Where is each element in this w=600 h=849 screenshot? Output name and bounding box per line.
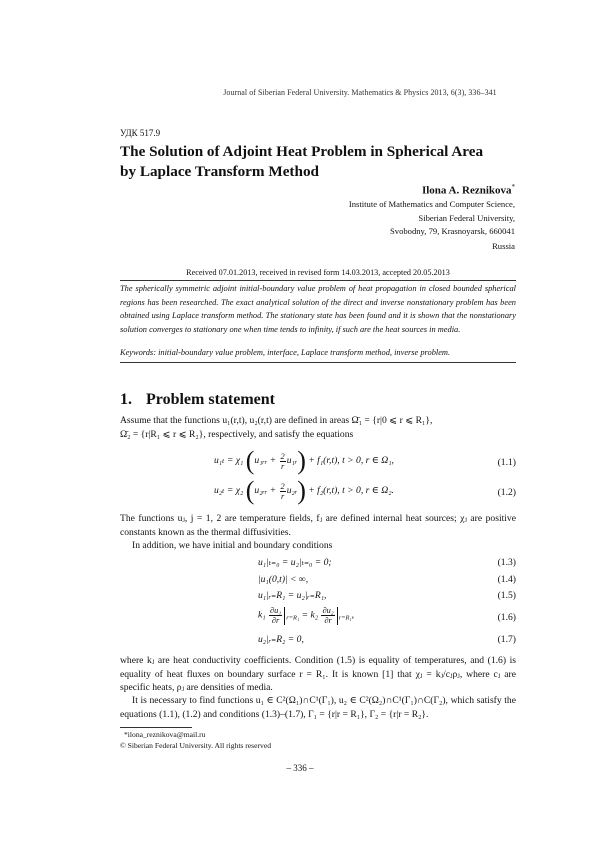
footnote-email: *ilona_reznikova@mail.ru — [124, 730, 206, 739]
author-name-text: Ilona A. Reznikova — [421, 184, 512, 197]
abstract-bottom-rule — [120, 362, 516, 363]
abstract: The spherically symmetric adjoint initial-boundary value problem of heat propagation in closed bounded spherical regions has been researched. The exact analytical solution of the direct and inverse nonstationary problem has been obtained using Laplace transform method. The stationary state has been found and it is shown that the nonstationary solution converges to stationary one when time tends to infinity, if such are the heat sources in media. — [120, 284, 516, 334]
denominator: ∂r — [271, 616, 280, 625]
keywords: Keywords: initial-boundary value problem, interface, Laplace transform method, inverse problem. — [120, 348, 451, 357]
paragraph: The functions uⱼ, j = 1, 2 are temperature fields, fⱼ are defined internal heat sources; χⱼ are positive constants known as the thermal diffusivities. — [120, 513, 516, 538]
section-number: 1. — [120, 391, 132, 408]
equation-1-1 — [214, 446, 394, 476]
eval-subscript: r=R₁ — [286, 614, 300, 622]
eq6-mid: = k₂ — [301, 609, 319, 621]
equation-number: (1.5) — [497, 590, 516, 601]
equation-1-2 — [214, 476, 394, 506]
fraction — [280, 482, 286, 501]
section-title: Problem statement — [146, 391, 275, 408]
affiliation-line: Svobodny, 79, Krasnoyarsk, 660041 — [390, 226, 515, 236]
denominator: r — [281, 491, 285, 501]
eval-subscript: r=R₁ — [338, 614, 352, 622]
eq2-rhs: + f₂(r,t), t > 0, r ∈ Ω₂. — [308, 485, 394, 497]
fraction — [280, 452, 286, 471]
numerator: 2 — [280, 481, 285, 491]
eq2-lhs: u₂ₜ = χ₂ — [214, 485, 244, 497]
fraction — [321, 606, 334, 625]
equation-number: (1.3) — [497, 557, 516, 568]
journal-header: Journal of Siberian Federal University. Mathematics & Physics 2013, 6(3), 336–341 — [223, 88, 497, 97]
paragraph: where kⱼ are heat conductivity coefficients. Condition (1.5) is equality of temperatures, and (1.6) is equality of heat fluxes on boundary surface r = R₁. It is known [1] that χⱼ = kⱼ/cⱼρⱼ, where cⱼ are specific heats, ρⱼ are densities of media. — [120, 655, 516, 693]
equation-number: (1.7) — [497, 634, 516, 645]
affiliation-line: Institute of Mathematics and Computer Science, — [348, 199, 515, 209]
affiliation-line: Russia — [492, 241, 515, 251]
equation-number: (1.2) — [497, 487, 516, 498]
author-name — [422, 183, 515, 197]
footnote-rule — [120, 727, 192, 728]
equation-1-7: u₂|ᵣ₌R₂ = 0, — [258, 634, 304, 645]
numerator: ∂u₁ — [270, 606, 282, 615]
title-line-1: The Solution of Adjoint Heat Problem in Spherical Area — [120, 143, 484, 160]
right-paren: ) — [297, 446, 306, 475]
fraction — [269, 606, 282, 625]
equation-number: (1.1) — [497, 457, 516, 468]
left-paren: ( — [245, 446, 255, 475]
eq6-k1: k₁ — [258, 609, 266, 621]
section-heading — [120, 391, 275, 409]
evaluation-bar — [337, 607, 338, 625]
affiliation-line: Siberian Federal University, — [418, 212, 515, 223]
denominator: ∂r — [324, 616, 332, 625]
abstract-top-rule — [120, 280, 516, 281]
eq2-inner: u₂ᵣᵣ + — [254, 485, 277, 497]
eq1-rhs: + f₁(r,t), t > 0, r ∈ Ω₁, — [308, 455, 394, 467]
equation-1-3: u₁|ₜ₌₀ = u₂|ₜ₌₀ = 0; — [258, 557, 332, 568]
denominator: r — [281, 461, 285, 471]
eq1-lhs: u₁ₜ = χ₁ — [214, 455, 244, 467]
author-footnote-mark: * — [511, 183, 515, 191]
eq6-end: , — [351, 609, 355, 621]
eq1-inner: u₁ᵣᵣ + — [254, 455, 277, 467]
eq1-tail: u₁ᵣ — [286, 455, 298, 467]
paragraph-line: Assume that the functions u₁(r,t), u₂(r,t) are defined in areas Ω̄₁ = {r|0 ⩽ r ⩽ R₁}, — [120, 415, 433, 426]
right-paren: ) — [297, 476, 306, 505]
equation-number: (1.6) — [497, 612, 516, 623]
paper-title — [120, 142, 520, 182]
numerator: 2 — [280, 451, 285, 461]
paragraph-line: Ω̄₂ = {r|R₁ ⩽ r ⩽ R₂}, respectively, and satisfy the equations — [120, 429, 354, 440]
equation-number: (1.4) — [497, 574, 516, 585]
left-paren: ( — [245, 476, 255, 505]
page-number: – 336 – — [286, 763, 314, 773]
received-dates: Received 07.01.2013, received in revised form 14.03.2013, accepted 20.05.2013 — [186, 268, 450, 277]
equation-1-5: u₁|ᵣ₌R₁ = u₂|ᵣ₌R₁, — [258, 590, 327, 601]
paragraph: It is necessary to find functions u₁ ∈ C²(Ω₁)∩C¹(Γ₁), u₂ ∈ C²(Ω₂)∩C¹(Γ₁)∩C(Γ₂), which satisfy the equations (1.1), (1.2) and conditions (1.3)–(1.7), Γ₁ = {r|r = R₁}, Γ₂ = {r|r = R₂}. — [120, 695, 516, 720]
udk-code: УДК 517.9 — [120, 128, 161, 138]
equation-1-4: |u₁(0,t)| < ∞, — [258, 574, 309, 585]
paragraph: In addition, we have initial and boundary conditions — [132, 540, 333, 551]
footnote-copyright: © Siberian Federal University. All rights reserved — [120, 741, 271, 750]
title-line-2: by Laplace Transform Method — [120, 163, 319, 180]
numerator: ∂u₂ — [322, 606, 334, 615]
eq2-tail: u₂ᵣ — [286, 485, 298, 497]
equation-1-6 — [258, 606, 354, 625]
